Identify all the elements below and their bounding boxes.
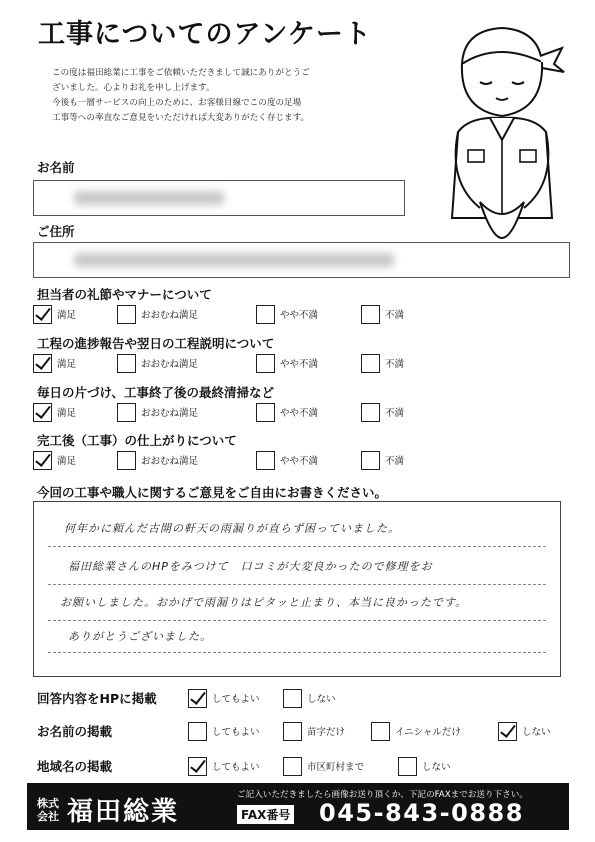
checkbox[interactable] [283, 757, 302, 776]
redacted-name [74, 191, 224, 205]
publish-option[interactable] [498, 721, 551, 741]
rating-option[interactable] [33, 402, 76, 422]
publish-option-label: してもよい [212, 694, 260, 705]
rating-option-label: 不満 [385, 310, 405, 321]
rating-option-label: 満足 [57, 408, 77, 419]
rating-option[interactable] [33, 450, 76, 470]
publish-option[interactable] [283, 721, 345, 741]
rating-option[interactable] [361, 353, 404, 373]
checkbox[interactable] [117, 403, 136, 422]
checkbox[interactable] [371, 722, 390, 741]
rating-option[interactable] [117, 304, 198, 324]
checked-checkbox[interactable] [33, 305, 52, 324]
kabushiki-text: 株式 [37, 796, 59, 810]
publish-option-label: 市区町村まで [307, 762, 365, 773]
rating-option[interactable] [256, 450, 318, 470]
comment-rule [48, 546, 546, 547]
address-field[interactable] [33, 242, 570, 278]
checkbox[interactable] [256, 451, 275, 470]
rating-option-label: 満足 [57, 310, 77, 321]
rating-option-label: おおむね満足 [141, 310, 199, 321]
rating-option[interactable] [117, 402, 198, 422]
rating-option[interactable] [361, 304, 404, 324]
rating-option-label: おおむね満足 [141, 456, 199, 467]
name-field[interactable] [33, 180, 405, 216]
checked-checkbox[interactable] [33, 451, 52, 470]
checkbox[interactable] [283, 689, 302, 708]
checked-checkbox[interactable] [188, 689, 207, 708]
rating-option-label: やや不満 [280, 456, 319, 467]
rating-option[interactable] [256, 353, 318, 373]
rating-option-label: 満足 [57, 359, 77, 370]
rating-option[interactable] [117, 353, 198, 373]
company-logo [37, 791, 179, 828]
footer-note: ご記入いただきましたら画像お送り頂くか、下記のFAXまでお送り下さい。 [237, 790, 528, 800]
comment-line-1: 何年かに頼んだ古開の軒天の雨漏りが直らず困っていました。 [64, 522, 400, 535]
checkbox[interactable] [361, 403, 380, 422]
question-label: 完工後（工事）の仕上がりについて [37, 433, 237, 448]
comment-line-3: お願いしました。おかげで雨漏りはピタッと止まり、本当に良かったです。 [60, 596, 468, 609]
rating-option[interactable] [361, 402, 404, 422]
comment-rule [48, 620, 546, 621]
rating-option[interactable] [33, 304, 76, 324]
checkbox[interactable] [188, 722, 207, 741]
publish-option-label: してもよい [212, 762, 260, 773]
comment-rule [48, 652, 546, 653]
checkbox[interactable] [283, 722, 302, 741]
question-label: 毎日の片づけ、工事終了後の最終清掃など [37, 385, 275, 400]
comment-line-2: 福田総業さんのHPをみつけて 口コミが大変良かったので修理をお [68, 560, 433, 573]
kaisha-text: 会社 [37, 809, 59, 823]
publish-option[interactable] [188, 688, 260, 708]
rating-option[interactable] [256, 304, 318, 324]
comment-line-4: ありがとうございました。 [68, 630, 212, 643]
checkbox[interactable] [117, 354, 136, 373]
checkbox[interactable] [117, 451, 136, 470]
publish-option[interactable] [371, 721, 461, 741]
checkbox[interactable] [256, 354, 275, 373]
comments-label: 今回の工事や職人に関するご意見をご自由にお書きください。 [37, 485, 388, 500]
question-label: 工程の進捗報告や翌日の工程説明について [37, 336, 275, 351]
publish-label-region: 地域名の掲載 [37, 759, 113, 774]
rating-option-label: やや不満 [280, 359, 319, 370]
publish-option-label: してもよい [212, 727, 260, 738]
checkbox[interactable] [361, 305, 380, 324]
publish-option[interactable] [188, 721, 260, 741]
page-title: 工事についてのアンケート [38, 19, 372, 50]
rating-option-label: 不満 [385, 456, 405, 467]
fax-number: 045-843-0888 [319, 799, 524, 827]
company-name: 福田総業 [67, 797, 180, 827]
rating-option-label: 満足 [57, 456, 77, 467]
intro-line-3: 今後も一層サービスの向上のために、お客様目線でこの度の足場 [52, 98, 302, 108]
checkbox[interactable] [361, 451, 380, 470]
checkbox[interactable] [256, 403, 275, 422]
intro-line-4: 工事等への率直なご意見をいただければ大変ありがたく存じます。 [52, 113, 310, 123]
publish-option[interactable] [283, 688, 336, 708]
rating-option-label: おおむね満足 [141, 408, 199, 419]
rating-option-label: やや不満 [280, 310, 319, 321]
address-label: ご住所 [37, 224, 75, 239]
intro-line-1: この度は福田総業に工事をご依頼いただきまして誠にありがとうご [52, 68, 310, 78]
publish-option-label: しない [422, 762, 451, 773]
publish-option-label: イニシャルだけ [395, 727, 461, 738]
rating-option-label: やや不満 [280, 408, 319, 419]
checkbox[interactable] [361, 354, 380, 373]
checkbox[interactable] [117, 305, 136, 324]
intro-line-2: ざいました。心よりお礼を申し上げます。 [52, 83, 215, 93]
fax-label: FAX番号 [237, 805, 294, 824]
rating-option-label: 不満 [385, 408, 405, 419]
rating-option-label: 不満 [385, 359, 405, 370]
publish-option[interactable] [398, 756, 451, 776]
rating-option[interactable] [256, 402, 318, 422]
bowing-worker-illustration [440, 12, 570, 252]
checked-checkbox[interactable] [33, 403, 52, 422]
publish-option-label: 苗字だけ [307, 727, 346, 738]
publish-option[interactable] [283, 756, 364, 776]
footer-bar [27, 783, 569, 830]
rating-option[interactable] [117, 450, 198, 470]
publish-label-hp: 回答内容をHPに掲載 [37, 691, 157, 706]
publish-option-label: しない [307, 694, 336, 705]
redacted-address [74, 253, 394, 267]
comments-box[interactable] [33, 501, 561, 677]
comment-rule [48, 584, 546, 585]
publish-option-label: しない [522, 727, 551, 738]
checked-checkbox[interactable] [33, 354, 52, 373]
rating-option[interactable] [361, 450, 404, 470]
checked-checkbox[interactable] [188, 757, 207, 776]
rating-option[interactable] [33, 353, 76, 373]
publish-label-name: お名前の掲載 [37, 724, 113, 739]
question-label: 担当者の礼節やマナーについて [37, 287, 212, 302]
checkbox[interactable] [398, 757, 417, 776]
rating-option-label: おおむね満足 [141, 359, 199, 370]
checkbox[interactable] [256, 305, 275, 324]
checked-checkbox[interactable] [498, 722, 517, 741]
publish-option[interactable] [188, 756, 260, 776]
name-label: お名前 [37, 160, 75, 175]
